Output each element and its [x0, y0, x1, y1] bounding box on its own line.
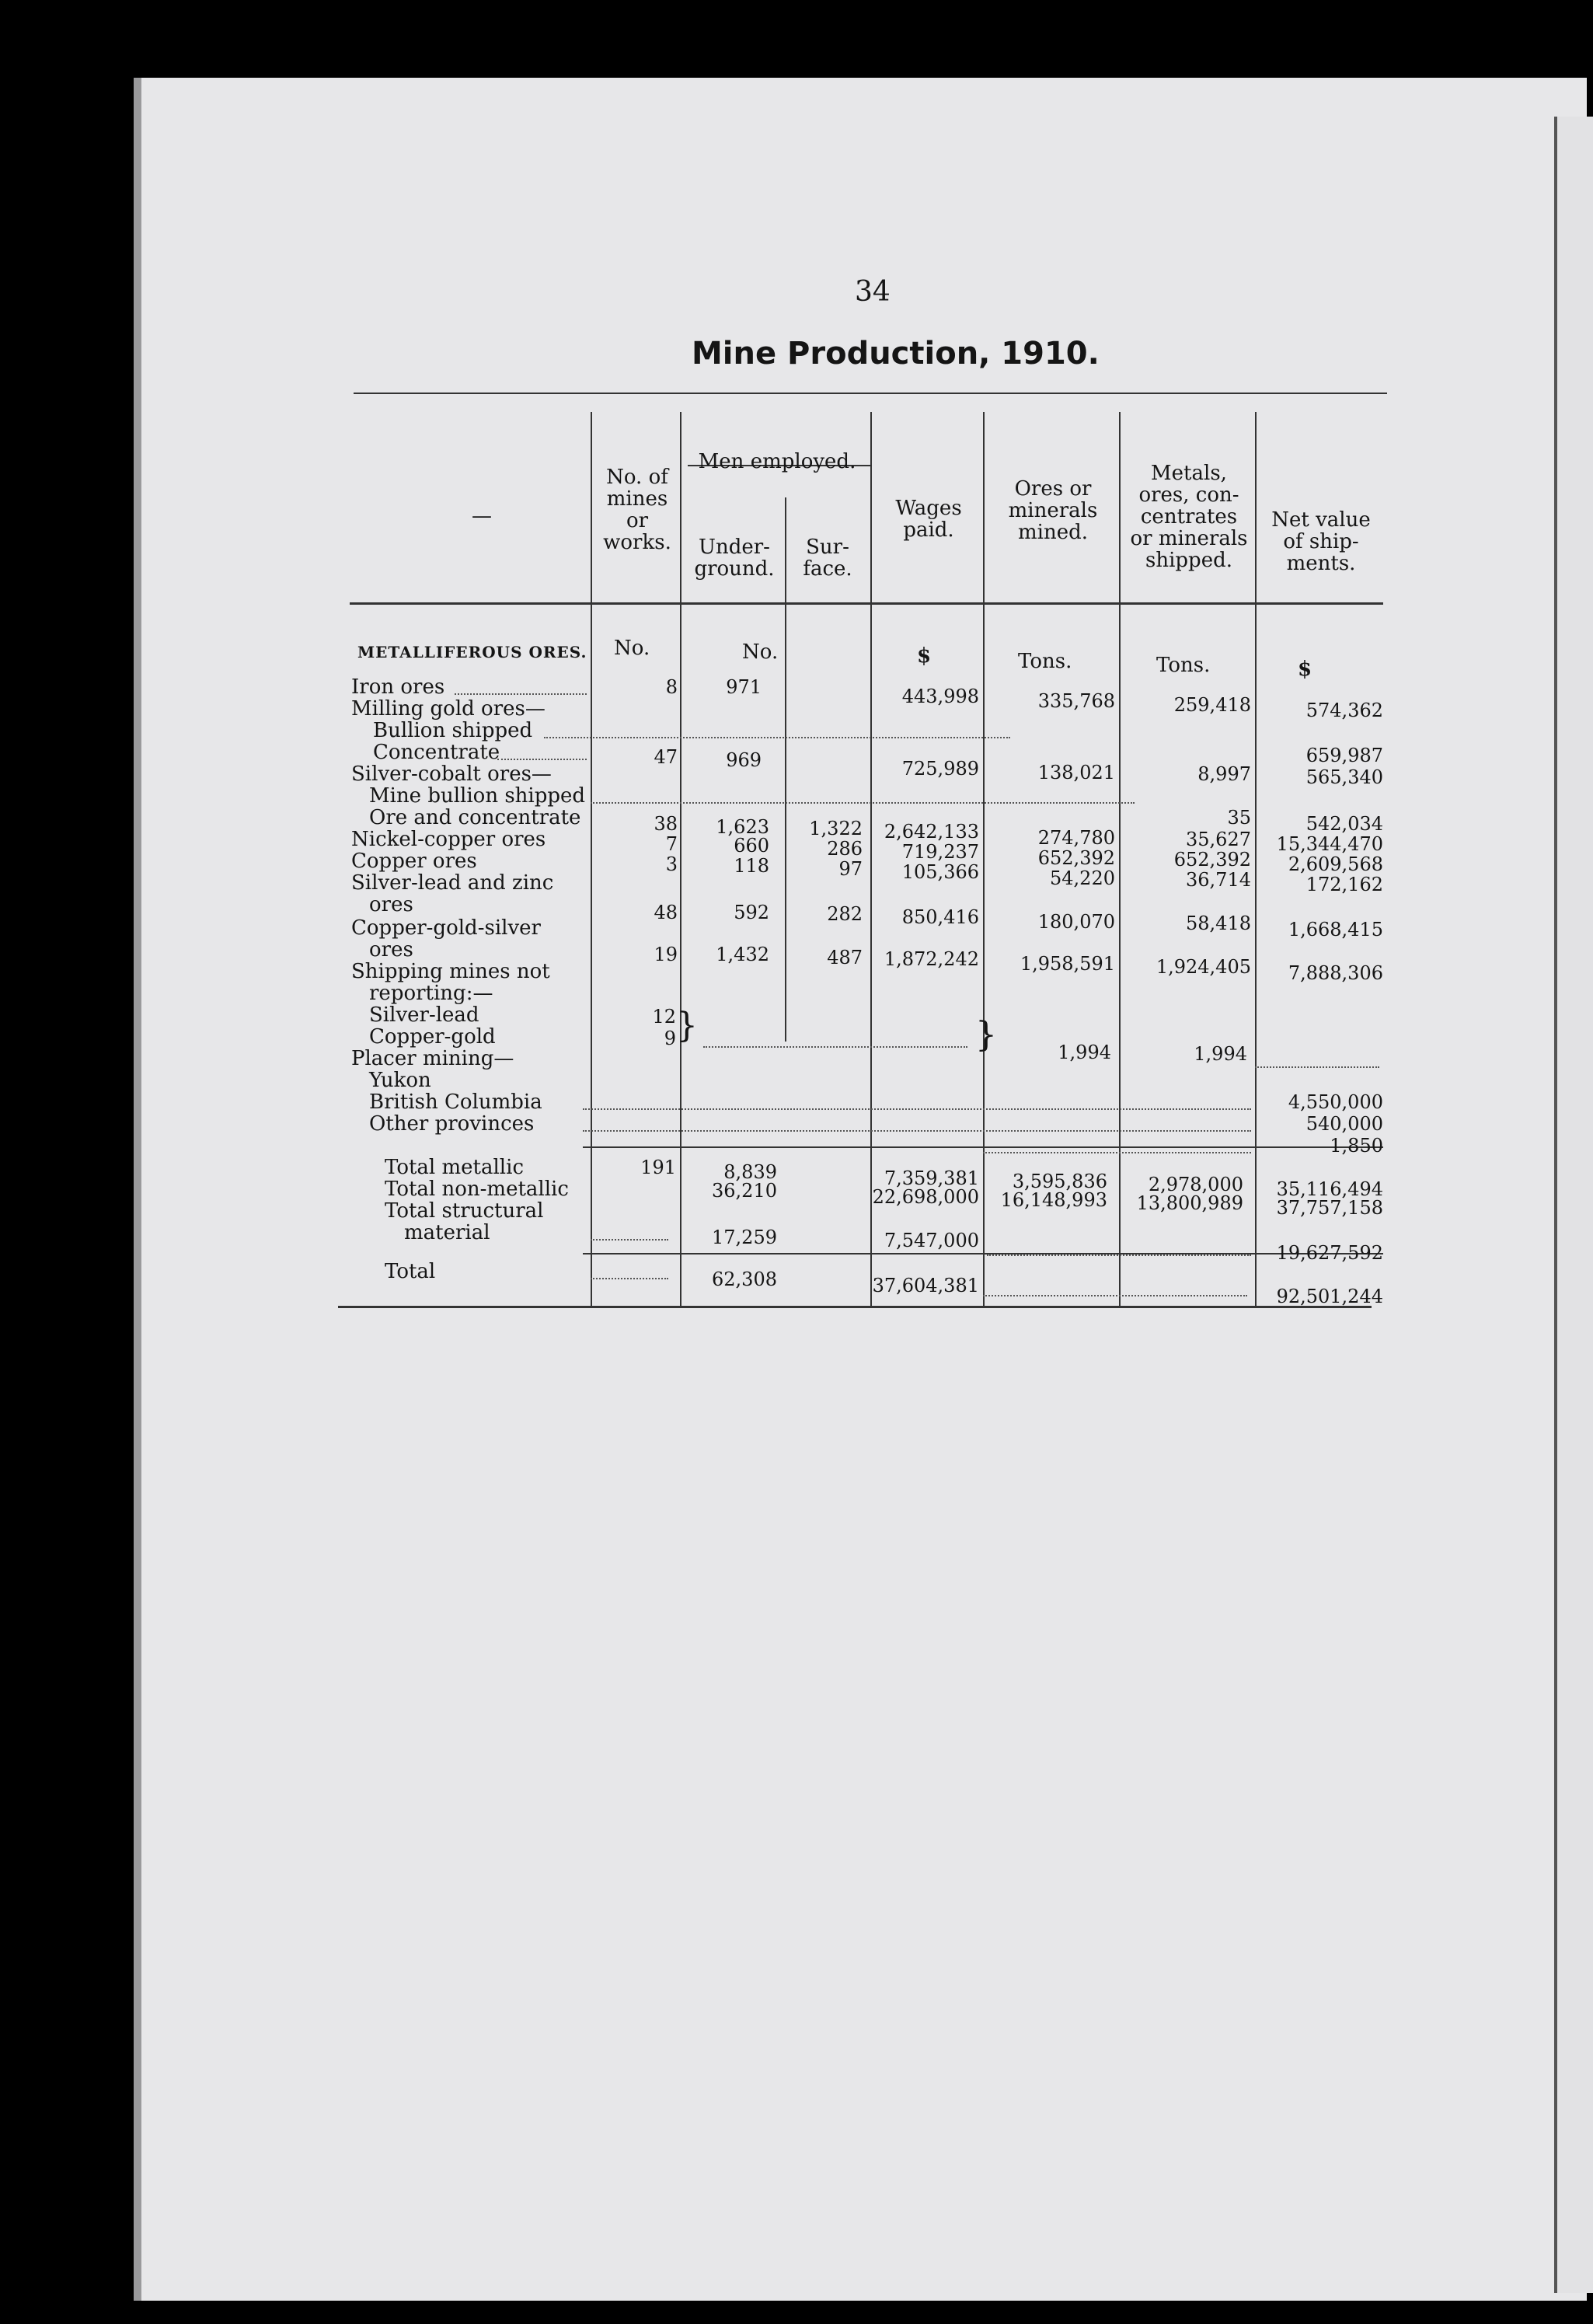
header-mines: No. of mines or works.	[603, 466, 671, 554]
iron-wages: 443,998	[901, 686, 979, 707]
copper-surface: 97	[838, 858, 863, 880]
col-line-7	[1255, 412, 1257, 1306]
nickel-ores: 652,392	[1037, 847, 1115, 869]
silverlead-ores: 180,070	[1037, 911, 1115, 933]
iron-under: 971	[726, 676, 762, 698]
header-wages: Wages paid.	[895, 497, 962, 542]
placer-other-net: 540,000	[1305, 1113, 1383, 1135]
label-coppergold2: ores	[369, 938, 413, 961]
coppergold-mines: 19	[654, 944, 678, 965]
total-metallic-ores: 3,595,836	[1012, 1171, 1107, 1192]
total-nonmetallic-net: 37,757,158	[1276, 1197, 1383, 1219]
oreconc-surface: 1,322	[809, 818, 863, 839]
oreconc-wages: 2,642,133	[884, 821, 979, 843]
label-bc: British Columbia	[369, 1090, 542, 1114]
total-metallic-mines: 191	[640, 1157, 676, 1178]
label-coppergold: Copper-gold-silver	[351, 916, 541, 940]
copper-under: 118	[734, 855, 769, 877]
shipping-metals: 1,994	[1194, 1043, 1247, 1065]
header-net: Net value of ship- ments.	[1271, 508, 1371, 575]
header-under: Under- ground.	[694, 536, 775, 581]
copper-net: 172,162	[1305, 874, 1383, 895]
bottom-rule	[338, 1306, 1372, 1308]
label-other: Other provinces	[369, 1112, 535, 1136]
col-line-5	[983, 412, 985, 1306]
adjacent-page-edge	[1554, 117, 1593, 2293]
silverlead-under: 592	[734, 902, 769, 923]
copper-ores: 54,220	[1050, 867, 1115, 889]
top-rule	[354, 393, 1387, 394]
nickel-net: 2,609,568	[1288, 853, 1383, 875]
nickel-under: 660	[734, 835, 769, 857]
milling-wages: 725,989	[901, 758, 979, 780]
label-yukon: Yukon	[369, 1069, 431, 1092]
shipping-ores: 1,994	[1058, 1042, 1111, 1063]
nickel-wages: 719,237	[901, 841, 979, 863]
label-total-structural2: material	[404, 1221, 490, 1244]
page-title: Mine Production, 1910.	[692, 336, 1100, 372]
copper-wages: 105,366	[901, 861, 979, 883]
col-line-6	[1119, 412, 1121, 1306]
iron-ores: 335,768	[1037, 690, 1115, 712]
label-copper: Copper ores	[351, 850, 477, 873]
section-label: METALLIFEROUS ORES.	[357, 643, 587, 661]
leader	[583, 1108, 1251, 1110]
unit-net: $	[1298, 658, 1312, 681]
header-first: —	[472, 504, 492, 528]
silverlead-mines: 48	[654, 902, 678, 923]
iron-metals: 259,418	[1173, 694, 1251, 716]
label-oreconc: Ore and concentrate	[369, 806, 581, 829]
oreconc-mines: 38	[654, 813, 678, 835]
leader	[983, 1295, 1247, 1296]
oreconc-under: 1,623	[716, 816, 769, 838]
unit-ores: Tons.	[1018, 650, 1072, 673]
total-metallic-wages: 7,359,381	[884, 1167, 979, 1189]
total-structural-under: 17,259	[712, 1227, 777, 1248]
label-concentrate: Concentrate	[373, 741, 500, 764]
coppergold-surface: 487	[827, 947, 863, 968]
leader	[455, 693, 587, 695]
brace-mines: }	[676, 1006, 698, 1045]
copper-metals: 36,714	[1186, 869, 1251, 891]
coppergold-ores: 1,958,591	[1020, 953, 1115, 975]
total-structural-net: 19,627,592	[1276, 1242, 1383, 1264]
oreconc-net-minebullion: 542,034	[1305, 813, 1383, 835]
iron-net: 574,362	[1305, 700, 1383, 721]
milling-mines: 47	[654, 746, 678, 768]
total-structural-wages: 7,547,000	[884, 1230, 979, 1251]
milling-ores: 138,021	[1037, 762, 1115, 783]
iron-mines: 8	[665, 676, 678, 698]
label-bullion: Bullion shipped	[373, 719, 533, 742]
coppergold-wages: 1,872,242	[884, 948, 979, 970]
header-ores: Ores or minerals mined.	[1008, 477, 1098, 544]
col-line-2	[680, 412, 681, 1306]
unit-men: No.	[742, 640, 779, 664]
header-men: Men employed.	[698, 450, 856, 473]
col-line-3	[785, 497, 786, 1042]
leader	[591, 1239, 668, 1241]
coppergold-metals: 1,924,405	[1156, 956, 1251, 978]
total-metallic-under: 8,839	[723, 1161, 777, 1183]
oreconc-metals-minebullion: 35	[1227, 807, 1251, 829]
total-under: 62,308	[712, 1268, 777, 1290]
placer-bc-net: 4,550,000	[1288, 1091, 1383, 1113]
label-shipping: Shipping mines not	[351, 960, 550, 983]
coppergold-net: 7,888,306	[1288, 962, 1383, 984]
leader	[591, 1278, 668, 1279]
total-metallic-net: 35,116,494	[1276, 1178, 1383, 1200]
leader	[703, 1046, 967, 1048]
total-nonmetallic-under: 36,210	[712, 1180, 777, 1202]
page-number: 34	[855, 276, 891, 308]
leader	[544, 737, 1010, 738]
brace-ores: }	[975, 1015, 997, 1055]
milling-metals: 8,997	[1197, 763, 1251, 785]
total-nonmetallic-wages: 22,698,000	[872, 1186, 979, 1208]
label-total-nonmetallic: Total non-metallic	[385, 1178, 569, 1201]
total-net: 92,501,244	[1276, 1286, 1383, 1307]
oreconc-ores: 274,780	[1037, 827, 1115, 849]
unit-metals: Tons.	[1156, 654, 1211, 677]
total-nonmetallic-ores: 16,148,993	[1000, 1189, 1107, 1211]
oreconc-net: 15,344,470	[1276, 833, 1383, 855]
label-coppergold-ship: Copper-gold	[369, 1025, 496, 1049]
label-iron: Iron ores	[351, 675, 445, 699]
milling-under: 969	[726, 749, 762, 771]
leader	[591, 802, 1135, 804]
total-nonmetallic-metals: 13,800,989	[1136, 1192, 1243, 1214]
total-wages: 37,604,381	[872, 1275, 979, 1296]
coppergold-under: 1,432	[716, 944, 769, 965]
leader	[987, 1254, 1251, 1256]
milling-net-concentrate: 565,340	[1305, 766, 1383, 788]
silverlead-surface: 282	[827, 903, 863, 925]
oreconc-metals: 35,627	[1186, 829, 1251, 850]
leader	[1255, 1066, 1379, 1068]
label-milling: Milling gold ores—	[351, 697, 546, 721]
label-placer: Placer mining—	[351, 1047, 514, 1070]
nickel-metals: 652,392	[1173, 849, 1251, 871]
label-minebullion: Mine bullion shipped	[369, 784, 586, 808]
silverlead-net: 1,668,415	[1288, 919, 1383, 940]
label-total-structural: Total structural	[385, 1199, 544, 1223]
copper-mines: 3	[665, 853, 678, 875]
shipping-silverlead-mines: 12	[652, 1006, 676, 1028]
milling-net-bullion: 659,987	[1305, 745, 1383, 766]
silverlead-wages: 850,416	[901, 906, 979, 928]
label-silverlead-ship: Silver-lead	[369, 1003, 479, 1027]
nickel-mines: 7	[665, 833, 678, 855]
placer-extra-net: 1,850	[1330, 1135, 1383, 1157]
header-bottom-rule	[350, 602, 1383, 605]
unit-mines: No.	[614, 637, 650, 660]
shipping-coppergold-mines: 9	[664, 1028, 676, 1049]
leader	[497, 759, 587, 760]
label-nickel: Nickel-copper ores	[351, 828, 546, 851]
silverlead-metals: 58,418	[1186, 913, 1251, 934]
label-silverlead: Silver-lead and zinc	[351, 871, 554, 895]
unit-wages: $	[917, 644, 932, 668]
total-metallic-metals: 2,978,000	[1148, 1174, 1243, 1195]
label-shipping2: reporting:—	[369, 982, 493, 1005]
label-total-metallic: Total metallic	[385, 1156, 525, 1179]
header-metals: Metals, ores, con- centrates or minerals shipped.	[1130, 462, 1248, 572]
leader	[583, 1130, 1251, 1132]
header-surface: Sur- face.	[803, 536, 852, 581]
label-silvercobalt: Silver-cobalt ores—	[351, 762, 552, 786]
label-total: Total	[385, 1260, 436, 1283]
col-line-1	[591, 412, 592, 1306]
label-silverlead2: ores	[369, 893, 413, 916]
leader	[983, 1152, 1251, 1153]
nickel-surface: 286	[827, 838, 863, 860]
